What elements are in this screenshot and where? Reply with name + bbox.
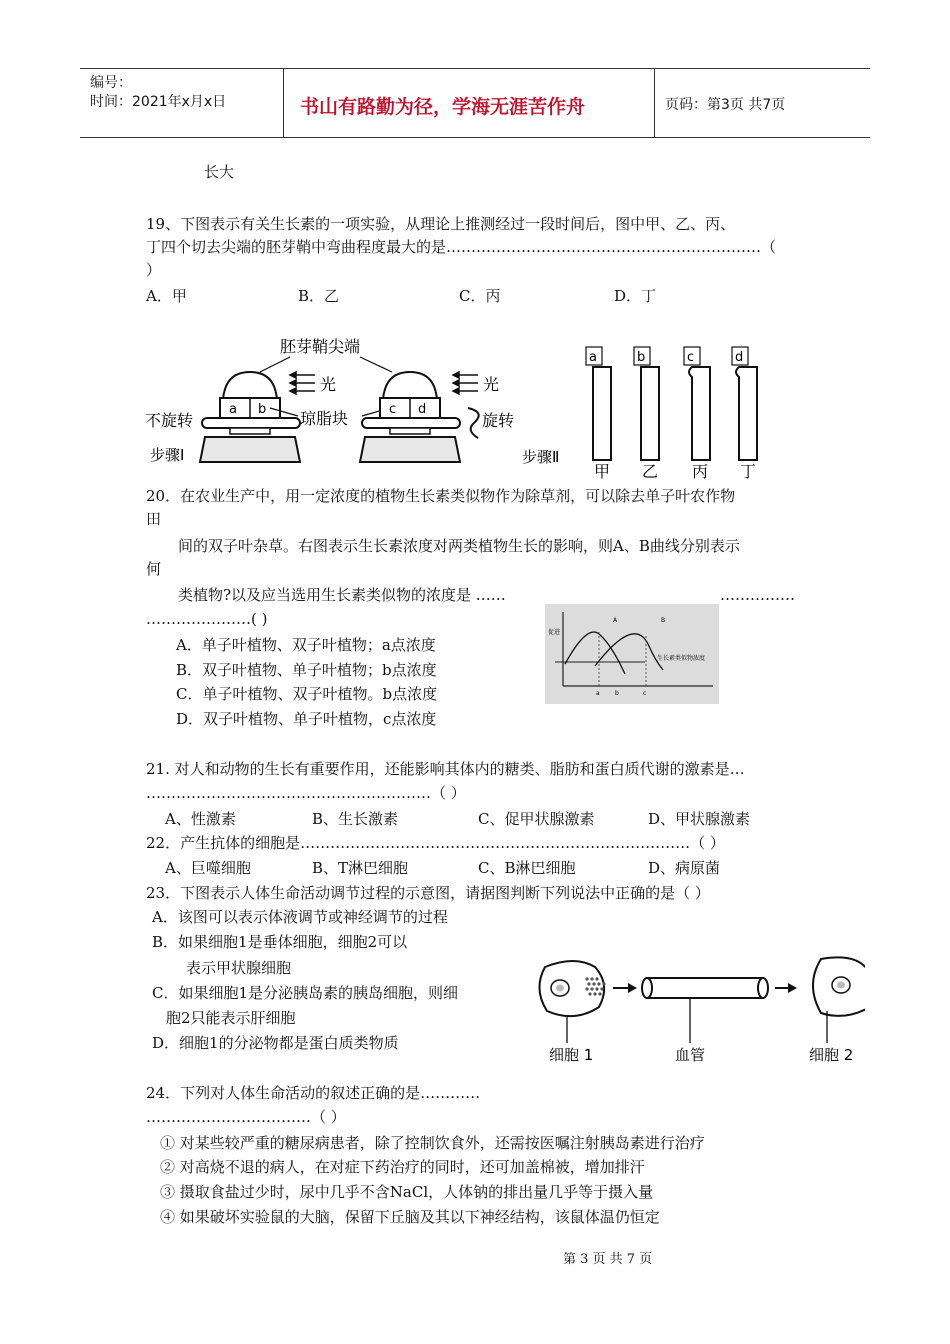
column-a xyxy=(586,347,611,460)
q21-option-d: D、甲状腺激素 xyxy=(648,810,751,828)
light-arrows-right xyxy=(453,372,478,394)
rotate-label: 旋转 xyxy=(482,411,515,430)
q20-line4: …………………( ) xyxy=(146,610,268,628)
no-rotate-label: 不旋转 xyxy=(145,411,194,430)
point-c-label: c xyxy=(643,690,647,697)
q23-option-c2: 胞2只能表示肝细胞 xyxy=(166,1009,296,1027)
q22-option-a: A、巨噬细胞 xyxy=(165,859,251,877)
left-coleoptile xyxy=(200,372,300,462)
block-a: a xyxy=(229,402,237,417)
q24-line1: 24．下列对人体生命活动的叙述正确的是………… xyxy=(146,1084,481,1102)
light-arrows-left xyxy=(290,372,315,394)
q21-option-b: B、生长激素 xyxy=(312,810,399,828)
q19-option-a: A．甲 xyxy=(146,287,187,305)
q23-option-b2: 表示甲状腺细胞 xyxy=(186,959,292,977)
q19-option-b: B．乙 xyxy=(298,287,340,305)
q22-option-d: D、病原菌 xyxy=(648,859,721,877)
q21-option-a: A、性激素 xyxy=(165,810,236,828)
block-d: d xyxy=(418,402,427,417)
q20-option-b: B．双子叶植物、单子叶植物；b点浓度 xyxy=(176,661,437,679)
q22-line1: 22．产生抗体的细胞是……………………………………………………………………（ ） xyxy=(146,834,725,852)
q19-step2-figure xyxy=(520,342,780,482)
header-divider-right xyxy=(654,68,655,137)
column-name-ding: 丁 xyxy=(740,462,757,481)
cell-1-label: 细胞 1 xyxy=(549,1046,594,1064)
cell-2-label: 细胞 2 xyxy=(809,1046,854,1064)
q19-step1-figure xyxy=(140,330,530,475)
q24-item-2: ② 对高烧不退的病人，在对症下药治疗的同时，还可加盖棉被，增加排汗 xyxy=(160,1158,645,1176)
q24-item-4: ④ 如果破坏实验鼠的大脑，保留下丘脑及其以下神经结构，该鼠体温仍恒定 xyxy=(160,1208,660,1226)
q19-line3: ） xyxy=(146,261,162,279)
q23-option-a: A．该图可以表示体液调节或神经调节的过程 xyxy=(152,908,448,926)
block-b: b xyxy=(258,402,267,417)
header-divider-left xyxy=(283,68,284,137)
date-label: 时间：2021年x月x日 xyxy=(90,94,227,110)
point-b-label: b xyxy=(615,690,619,697)
q20-line1: 20．在农业生产中，用一定浓度的植物生长素类似物作为除草剂，可以除去单子叶农作物 xyxy=(146,487,736,505)
q21-line1: 21. 对人和动物的生长有重要作用，还能影响其体内的糖类、脂肪和蛋白质代谢的激素是… xyxy=(146,760,745,778)
cell-2 xyxy=(813,957,865,1043)
column-c-block: c xyxy=(687,350,695,365)
column-d xyxy=(732,347,757,460)
column-a-block: a xyxy=(589,350,597,365)
column-name-jia: 甲 xyxy=(594,462,611,481)
point-a-label: a xyxy=(596,690,600,697)
q23-line1: 23．下图表示人体生命活动调节过程的示意图，请据图判断下列说法中正确的是（ ） xyxy=(146,884,710,902)
step1-label: 步骤Ⅰ xyxy=(150,446,185,464)
agar-label: 琼脂块 xyxy=(300,409,349,428)
q24-item-1: ① 对某些较严重的糖尿病患者，除了控制饮食外，还需按医嘱注射胰岛素进行治疗 xyxy=(160,1134,705,1152)
block-c: c xyxy=(389,402,397,417)
curve-b-label: B xyxy=(661,617,666,624)
q23-option-b1: B．如果细胞1是垂体细胞，细胞2可以 xyxy=(152,933,408,951)
page-footer: 第 3 页 共 7 页 xyxy=(563,1252,653,1267)
q19-option-d: D．丁 xyxy=(614,287,657,305)
q20-line1b: 田 xyxy=(146,510,162,528)
q19-option-c: C．丙 xyxy=(459,287,501,305)
q22-option-c: C、B淋巴细胞 xyxy=(478,859,576,877)
q22-option-b: B、T淋巴细胞 xyxy=(312,859,409,877)
q24-line2: ……………………………（ ） xyxy=(146,1108,346,1126)
q19-line2: 丁四个切去尖端的胚芽鞘中弯曲程度最大的是………………………………………………………（ xyxy=(146,238,777,256)
blood-vessel xyxy=(642,978,768,1043)
q20-line2b: 何 xyxy=(146,560,162,578)
column-c xyxy=(684,347,710,460)
column-b xyxy=(634,347,659,460)
q20-option-c: C．单子叶植物、双子叶植物。b点浓度 xyxy=(176,685,438,703)
q23-figure xyxy=(525,945,865,1070)
serial-label: 编号： xyxy=(90,75,132,91)
arrow-2-icon xyxy=(775,983,797,993)
q20-option-a: A．单子叶植物、双子叶植物；a点浓度 xyxy=(176,636,436,654)
light-label-2: 光 xyxy=(483,375,500,394)
column-name-bing: 丙 xyxy=(692,462,709,481)
q20-chart xyxy=(545,604,719,704)
q20-line3b: …………… xyxy=(720,586,795,604)
x-axis-label: 生长素类似物浓度 xyxy=(657,655,706,662)
rotate-arrow-icon xyxy=(468,408,479,438)
column-d-block: d xyxy=(735,350,744,365)
q23-option-d: D．细胞1的分泌物都是蛋白质类物质 xyxy=(152,1034,399,1052)
curve-a-label: A xyxy=(613,617,618,624)
step2-label: 步骤Ⅱ xyxy=(522,448,560,466)
q24-item-3: ③ 摄取食盐过少时，尿中几乎不含NaCl，人体钠的排出量几乎等于摄入量 xyxy=(160,1183,654,1201)
q21-option-c: C、促甲状腺激素 xyxy=(478,810,595,828)
arrow-1-icon xyxy=(613,983,637,993)
cell-1 xyxy=(539,961,605,1043)
leftover-text: 长大 xyxy=(204,163,235,181)
right-coleoptile xyxy=(360,372,460,462)
motto: 书山有路勤为径，学海无涯苦作舟 xyxy=(300,96,586,118)
page-label: 页码：第3页 共7页 xyxy=(665,97,786,113)
q20-option-d: D．双子叶植物、单子叶植物，c点浓度 xyxy=(176,710,437,728)
q19-line1: 19、下图表示有关生长素的一项实验，从理论上推测经过一段时间后，图中甲、乙、丙、 xyxy=(146,215,736,233)
q20-line3a: 类植物?以及应当选用生长素类似物的浓度是 …… xyxy=(178,586,506,604)
q20-line2: 间的双子叶杂草。右图表示生长素浓度对两类植物生长的影响，则A、B曲线分别表示 xyxy=(178,537,740,555)
light-label-1: 光 xyxy=(320,375,337,394)
vessel-label: 血管 xyxy=(675,1046,706,1064)
y-axis-label: 促进 xyxy=(548,629,561,636)
q21-line2: …………………………………………………（ ） xyxy=(146,784,466,802)
column-b-block: b xyxy=(637,350,646,365)
q23-option-c1: C．如果细胞1是分泌胰岛素的胰岛细胞，则细 xyxy=(152,984,459,1002)
column-name-yi: 乙 xyxy=(642,462,659,481)
tip-label: 胚芽鞘尖端 xyxy=(280,337,361,356)
